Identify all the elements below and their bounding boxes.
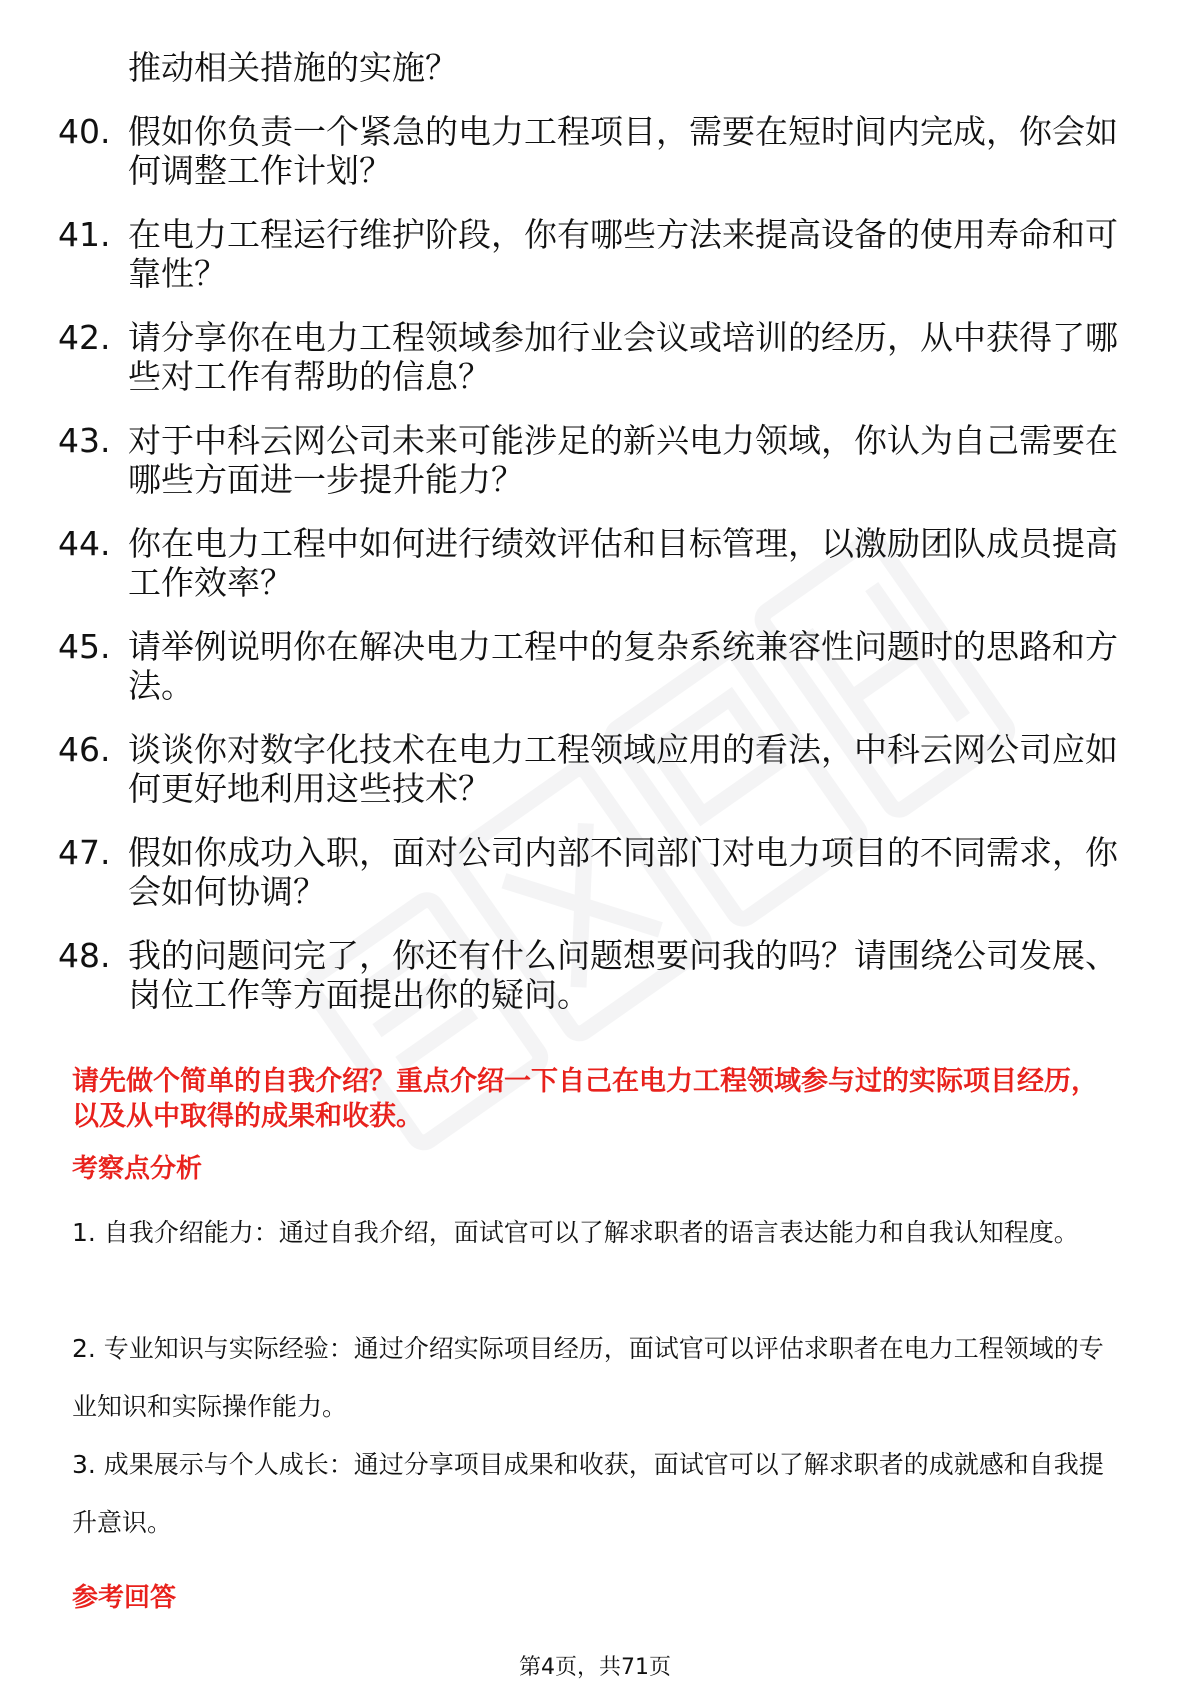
question-number: 43. <box>58 421 111 460</box>
question-number: 44. <box>58 524 111 563</box>
question-item <box>58 730 1118 808</box>
question-number: 46. <box>58 730 111 769</box>
question-item <box>58 48 1118 87</box>
question-item <box>58 112 1118 190</box>
question-number: 45. <box>58 627 111 666</box>
question-number: 48. <box>58 936 111 975</box>
question-text: 对于中科云网公司未来可能涉足的新兴电力领域，你认为自己需要在哪些方面进一步提升能力？ <box>128 421 1118 499</box>
question-list <box>58 48 1118 1039</box>
question-text: 请分享你在电力工程领域参加行业会议或培训的经历，从中获得了哪些对工作有帮助的信息？ <box>128 318 1118 396</box>
question-text: 假如你成功入职，面对公司内部不同部门对电力项目的不同需求，你会如何协调？ <box>128 833 1118 911</box>
question-text: 谈谈你对数字化技术在电力工程领域应用的看法，中科云网公司应如何更好地利用这些技术？ <box>128 730 1118 808</box>
question-number: 40. <box>58 112 111 151</box>
question-text: 我的问题问完了，你还有什么问题想要问我的吗？请围绕公司发展、岗位工作等方面提出你的疑问。 <box>128 936 1118 1014</box>
question-number: 42. <box>58 318 111 357</box>
analysis-point: 2. 专业知识与实际经验：通过介绍实际项目经历，面试官可以评估求职者在电力工程领域的专业知识和实际操作能力。 <box>72 1334 1104 1421</box>
question-number: 47. <box>58 833 111 872</box>
question-item <box>58 524 1118 602</box>
question-item <box>58 421 1118 499</box>
question-text: 推动相关措施的实施？ <box>128 48 458 87</box>
page-footer: 第4页，共71页 <box>519 1655 671 1680</box>
question-item <box>58 936 1118 1014</box>
question-item <box>58 627 1118 705</box>
question-item <box>58 215 1118 293</box>
question-text: 假如你负责一个紧急的电力工程项目，需要在短时间内完成，你会如何调整工作计划？ <box>128 112 1118 190</box>
question-item <box>58 833 1118 911</box>
question-text: 在电力工程运行维护阶段，你有哪些方法来提高设备的使用寿命和可靠性？ <box>128 215 1118 293</box>
analysis-heading: 考察点分析 <box>72 1154 203 1184</box>
highlight-question: 请先做个简单的自我介绍？重点介绍一下自己在电力工程领域参与过的实际项目经历，以及从中取得的成果和收获。 <box>72 1066 1098 1132</box>
question-text: 请举例说明你在解决电力工程中的复杂系统兼容性问题时的思路和方法。 <box>128 627 1118 705</box>
analysis-point: 1. 自我介绍能力：通过自我介绍，面试官可以了解求职者的语言表达能力和自我认知程度。 <box>72 1218 1079 1247</box>
answer-heading: 参考回答 <box>72 1583 177 1613</box>
question-number: 41. <box>58 215 111 254</box>
analysis-point: 3. 成果展示与个人成长：通过分享项目成果和收获，面试官可以了解求职者的成就感和自我提升意识。 <box>72 1450 1104 1537</box>
question-text: 你在电力工程中如何进行绩效评估和目标管理，以激励团队成员提高工作效率？ <box>128 524 1118 602</box>
question-item <box>58 318 1118 396</box>
